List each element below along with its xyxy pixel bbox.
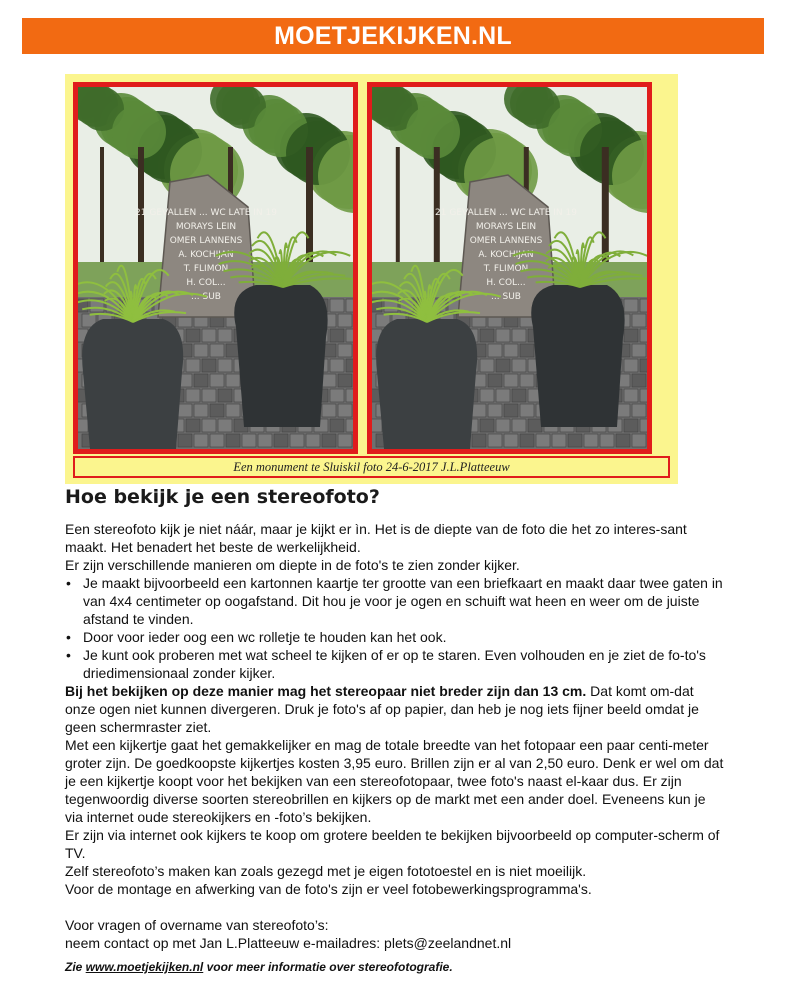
cobblestone: [210, 344, 224, 357]
cobblestone: [186, 359, 200, 372]
cobblestone: [640, 329, 647, 342]
footer-note: [65, 960, 453, 974]
list-item: • Je kunt ook proberen met wat scheel te kijken of er op te staren. Even volhouden en je ziet de fo-to's driedimensionaal zonder kijker.: [65, 646, 725, 682]
cobblestone: [632, 434, 646, 447]
viewer-paragraph: Met een kijkertje gaat het gemakkelijker en mag de totale breedte van het fotopaar een paar centi-meter groter zijn. De goedkoopste kijkertjes kosten 3,95 euro. Brillen zijn er al van 2,50 euro. Denk er wel om dat je een kijkertje koopt voor het bekijken van een stereofotopaar, twee foto's naast el-kaar dus. Er zijn tegenwoordig diverse soorten stereobrillen en kijkers op de markt met een ander doel. Eveneens kun je via internet oude stereokijkers en -foto’s bekijken.: [65, 737, 724, 825]
cobblestone: [488, 374, 502, 387]
cobblestone: [624, 329, 638, 342]
cobblestone: [624, 389, 638, 402]
site-link[interactable]: www.moetjekijken.nl: [85, 960, 204, 974]
stereo-photo-right: [367, 82, 652, 454]
cobblestone: [600, 434, 614, 447]
width-warning: Bij het bekijken op deze manier mag het stereopaar niet breder zijn dan 13 cm.: [65, 683, 587, 699]
cobblestone: [78, 419, 88, 432]
article-body: [65, 520, 725, 952]
right-planter: [234, 285, 327, 427]
cobblestone: [218, 389, 232, 402]
cobblestone: [306, 434, 320, 447]
cobblestone: [504, 374, 518, 387]
cobblestone: [496, 329, 510, 342]
cobblestone: [520, 404, 534, 417]
self-made-paragraph: Zelf stereofoto’s maken kan zoals gezegd met je eigen fototoestel en is niet moeilijk.: [65, 863, 587, 879]
footer-prefix: Zie: [65, 960, 86, 974]
article-title: Hoe bekijk je een stereofoto?: [65, 486, 380, 508]
cobblestone: [512, 359, 526, 372]
list-item: • Door voor ieder oog een wc rolletje te houden kan het ook.: [65, 628, 725, 646]
cobblestone: [640, 389, 647, 402]
photo-caption: Een monument te Sluiskil foto 24-6-2017 J.L.Platteeuw: [73, 456, 670, 478]
cobblestone: [640, 419, 647, 432]
cobblestone: [202, 359, 216, 372]
cobblestone: [528, 419, 542, 432]
cobblestone: [194, 434, 208, 447]
footer-suffix: voor meer informatie over stereofotografie.: [203, 960, 453, 974]
right-planter: [531, 285, 624, 427]
cobblestone: [210, 434, 224, 447]
cobblestone: [330, 359, 344, 372]
left-planter: [82, 319, 183, 449]
cobblestone: [338, 404, 352, 417]
monument-inscription: OMER LANNENS: [169, 236, 243, 246]
monument-inscription: A. KOCHIJAN: [178, 250, 234, 260]
cobblestone: [504, 434, 518, 447]
cobblestone: [226, 404, 240, 417]
cobblestone: [330, 419, 344, 432]
cobblestone: [202, 419, 216, 432]
tree-leaves: [406, 105, 460, 159]
cobblestone: [178, 404, 192, 417]
cobblestone: [512, 419, 526, 432]
monument-inscription: ... SUB: [491, 292, 521, 302]
cobblestone: [346, 329, 353, 342]
cobblestone: [488, 434, 502, 447]
cobblestone: [480, 329, 494, 342]
monument-inscription: T. FLIMON: [183, 264, 229, 274]
cobblestone: [330, 329, 344, 342]
cobblestone: [536, 434, 550, 447]
monument-inscription: 21 GEVALLEN ... WC LATE IN 19: [435, 208, 577, 218]
monument-inscription: MORAYS LEIN: [175, 222, 237, 232]
monument-scene: [78, 87, 353, 449]
monument-inscription: H. COL...: [186, 278, 226, 288]
cobblestone: [218, 329, 232, 342]
cobblestone: [488, 344, 502, 357]
cobblestone: [210, 404, 224, 417]
width-explanation: Dat komt om-dat onze ogen niet kunnen divergeren. Druk je foto's af op papier, dan heb je nog iets fijner beeld omdat je geen schermraster ziet.: [65, 683, 699, 735]
site-banner: [22, 18, 764, 54]
cobblestone: [496, 419, 510, 432]
cobblestone: [480, 359, 494, 372]
cobblestone: [496, 359, 510, 372]
cobblestone: [632, 404, 646, 417]
cobblestone: [624, 419, 638, 432]
cobblestone: [242, 434, 256, 447]
cobblestone: [322, 374, 336, 387]
cobblestone: [472, 404, 486, 417]
cobblestone: [520, 344, 534, 357]
cobblestone: [194, 374, 208, 387]
cobblestone: [488, 404, 502, 417]
cobblestone: [584, 434, 598, 447]
monument-inscription: H. COL...: [486, 278, 526, 288]
cobblestone: [472, 434, 486, 447]
cobblestone: [624, 299, 638, 312]
cobblestone: [186, 419, 200, 432]
site-title: MOETJEKIJKEN.NL: [274, 21, 512, 50]
cobblestone: [290, 434, 304, 447]
cobblestone: [632, 344, 646, 357]
cobblestone: [616, 434, 630, 447]
cobblestone: [338, 374, 352, 387]
cobblestone: [202, 329, 216, 342]
monument-scene: [372, 87, 647, 449]
cobblestone: [372, 419, 382, 432]
cobblestone: [504, 344, 518, 357]
internet-paragraph: Er zijn via internet ook kijkers te koop om grotere beelden te bekijken bijvoorbeeld op computer-scherm of TV.: [65, 827, 720, 861]
methods-list: [65, 574, 725, 682]
left-planter: [376, 319, 477, 449]
cobblestone: [322, 434, 336, 447]
cobblestone: [258, 434, 272, 447]
stereo-photo-left: [73, 82, 358, 454]
cobblestone: [480, 419, 494, 432]
cobblestone: [274, 434, 288, 447]
spacer: [65, 898, 725, 916]
monument-inscription: MORAYS LEIN: [475, 222, 537, 232]
cobblestone: [338, 314, 352, 327]
cobblestone: [504, 404, 518, 417]
width-paragraph: [65, 682, 725, 736]
cobblestone: [512, 389, 526, 402]
cobblestone: [210, 374, 224, 387]
cobblestone: [624, 359, 638, 372]
cobblestone: [346, 419, 353, 432]
cobblestone: [178, 434, 192, 447]
cobblestone: [330, 299, 344, 312]
cobblestone: [632, 374, 646, 387]
cobblestone: [640, 299, 647, 312]
cobblestone: [520, 374, 534, 387]
cobblestone: [640, 359, 647, 372]
monument-inscription: OMER LANNENS: [469, 236, 543, 246]
monument-inscription: A. KOCHIJAN: [478, 250, 534, 260]
cobblestone: [202, 389, 216, 402]
methods-intro: Er zijn verschillende manieren om diepte in de foto's te zien zonder kijker.: [65, 557, 520, 573]
cobblestone: [338, 344, 352, 357]
cobblestone: [226, 374, 240, 387]
cobblestone: [552, 434, 566, 447]
monument-inscription: 21 GEVALLEN ... WC LATE IN 19: [135, 208, 277, 218]
cobblestone: [512, 329, 526, 342]
cobblestone: [346, 389, 353, 402]
cobblestone: [346, 299, 353, 312]
cobblestone: [194, 404, 208, 417]
cobblestone: [226, 434, 240, 447]
cobblestone: [346, 359, 353, 372]
cobblestone: [322, 404, 336, 417]
cobblestone: [338, 434, 352, 447]
cobblestone: [186, 389, 200, 402]
cobblestone: [520, 434, 534, 447]
cobblestone: [632, 314, 646, 327]
cobblestone: [186, 329, 200, 342]
cobblestone: [480, 389, 494, 402]
list-item: • Je maakt bijvoorbeeld een kartonnen kaartje ter grootte van een briefkaart en maakt daar twee gaten in van 4x4 centimeter op oogafstand. Dit hou je voor je ogen en schuift wat heen en weer om de juiste afstand te vinden.: [65, 574, 725, 628]
intro-paragraph: Een stereofoto kijk je niet náár, maar je kijkt er ìn. Het is de diepte van de foto die het zo interes-sant maakt. Het benadert het beste de werkelijkheid.: [65, 521, 687, 555]
cobblestone: [568, 434, 582, 447]
stereo-photo-card: [65, 74, 678, 484]
cobblestone: [218, 359, 232, 372]
contact-line-1: Voor vragen of overname van stereofoto’s:: [65, 917, 329, 933]
contact-line-2: neem contact op met Jan L.Platteeuw e-mailadres: plets@zeelandnet.nl: [65, 935, 512, 951]
cobblestone: [496, 389, 510, 402]
montage-paragraph: Voor de montage en afwerking van de foto's zijn er veel fotobewerkingsprogramma's.: [65, 881, 592, 897]
monument-inscription: T. FLIMON: [483, 264, 529, 274]
monument-inscription: ... SUB: [191, 292, 221, 302]
cobblestone: [218, 419, 232, 432]
cobblestone: [194, 344, 208, 357]
cobblestone: [330, 389, 344, 402]
